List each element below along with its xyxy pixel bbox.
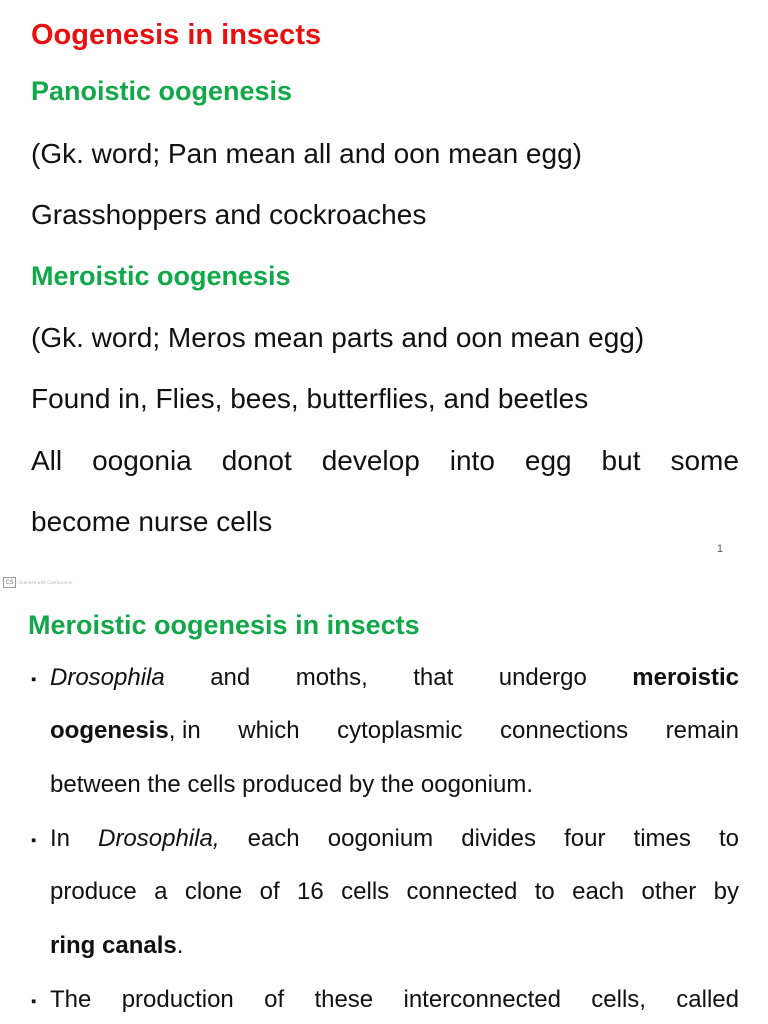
meroistic-etymology: (Gk. word; Meros mean parts and oon mean egg) bbox=[31, 322, 645, 353]
word: times bbox=[633, 825, 691, 852]
slide-2 bbox=[0, 580, 768, 1024]
word: cells bbox=[341, 878, 390, 905]
word: In bbox=[50, 825, 71, 852]
word: a bbox=[154, 878, 168, 905]
word: to bbox=[534, 878, 555, 905]
species-name: Drosophila bbox=[50, 664, 165, 691]
panoistic-heading: Panoistic oogenesis bbox=[31, 76, 293, 106]
square-bullet-icon: ▪ bbox=[31, 993, 37, 1010]
word: donot bbox=[221, 445, 292, 476]
word: other bbox=[641, 878, 697, 905]
word: cells, bbox=[591, 986, 646, 1013]
word: oogonium bbox=[327, 825, 434, 852]
word: All bbox=[31, 445, 63, 476]
slide-number: 1 bbox=[716, 543, 723, 555]
slide-title: Oogenesis in insects bbox=[31, 19, 322, 51]
panoistic-etymology: (Gk. word; Pan mean all and oon mean egg) bbox=[31, 138, 582, 169]
bullet1-line3: between the cells produced by the oogonium. bbox=[50, 771, 533, 798]
bullet1-line1 bbox=[50, 664, 739, 692]
word: interconnected bbox=[403, 986, 561, 1013]
word: 16 bbox=[297, 878, 324, 905]
word: divides bbox=[461, 825, 536, 852]
word: oogonia bbox=[92, 445, 192, 476]
word: remain bbox=[665, 717, 739, 744]
word: production bbox=[121, 986, 234, 1013]
bullet2-line3 bbox=[50, 932, 739, 960]
square-bullet-icon: ▪ bbox=[31, 832, 37, 849]
word: connections bbox=[500, 717, 629, 744]
word: each bbox=[247, 825, 300, 852]
bullet3-line1 bbox=[50, 986, 739, 1014]
bullet2-line2 bbox=[50, 878, 739, 906]
word: called bbox=[676, 986, 739, 1013]
species-name: Drosophila, bbox=[98, 825, 220, 852]
word: but bbox=[601, 445, 641, 476]
word: of bbox=[259, 878, 280, 905]
key-term: ring canals bbox=[50, 932, 177, 959]
word: , in bbox=[168, 717, 201, 744]
bullet1-line2-lead bbox=[50, 717, 201, 745]
word: these bbox=[314, 986, 374, 1013]
key-term: oogenesis bbox=[50, 717, 169, 744]
word: clone bbox=[184, 878, 243, 905]
word: that bbox=[413, 664, 454, 691]
word: into bbox=[449, 445, 495, 476]
meroistic-examples: Found in, Flies, bees, butterflies, and beetles bbox=[31, 383, 589, 414]
nurse-cell-note-line2: become nurse cells bbox=[31, 506, 273, 537]
panoistic-examples: Grasshoppers and cockroaches bbox=[31, 199, 427, 230]
word: which bbox=[238, 717, 300, 744]
meroistic-heading: Meroistic oogenesis bbox=[31, 261, 291, 291]
punctuation: . bbox=[176, 932, 184, 959]
word: undergo bbox=[498, 664, 587, 691]
key-term: meroistic bbox=[632, 664, 739, 691]
word: of bbox=[264, 986, 285, 1013]
square-bullet-icon: ▪ bbox=[31, 671, 37, 688]
watermark-caption: Scanned with CamScanner bbox=[19, 579, 73, 585]
slide-title: Meroistic oogenesis in insects bbox=[28, 610, 420, 640]
word: by bbox=[713, 878, 739, 905]
word: each bbox=[572, 878, 625, 905]
bullet1-line2 bbox=[50, 717, 739, 745]
scanner-watermark bbox=[3, 576, 73, 588]
nurse-cell-note-line1 bbox=[31, 445, 739, 477]
word: egg bbox=[524, 445, 572, 476]
word: produce bbox=[50, 878, 137, 905]
word: some bbox=[670, 445, 739, 476]
word: The bbox=[50, 986, 92, 1013]
bullet2-line1 bbox=[50, 825, 739, 853]
camscanner-logo-icon: CS bbox=[3, 577, 16, 588]
word: moths, bbox=[295, 664, 368, 691]
word: to bbox=[718, 825, 739, 852]
word: cytoplasmic bbox=[337, 717, 463, 744]
word: develop bbox=[321, 445, 420, 476]
word: four bbox=[564, 825, 606, 852]
word: connected bbox=[406, 878, 518, 905]
word: and bbox=[210, 664, 251, 691]
